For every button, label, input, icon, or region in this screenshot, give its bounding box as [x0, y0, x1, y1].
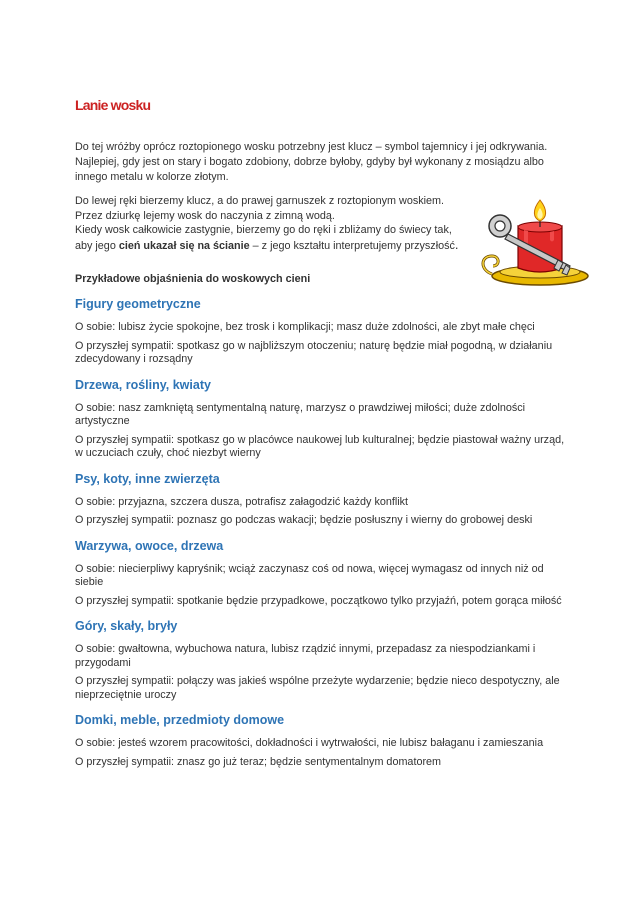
instructions-line: Przez dziurkę lejemy wosk do naczynia z zimną wodą. [75, 209, 335, 222]
partner-description: O przyszłej sympatii: poznasz go podczas wakacji; będzie posłuszny i wierny do grobowej deski [75, 514, 533, 526]
interpretation-section [75, 538, 565, 609]
partner-description: O przyszłej sympatii: znasz go już teraz; będzie sentymentalnym domatorem [75, 755, 442, 768]
self-description: O sobie: gwałtowna, wybuchowa natura, lubisz rządzić innymi, przepadasz za niespodziankami i przygodami [75, 643, 536, 669]
section-heading: Góry, skały, bryły [75, 619, 178, 633]
partner-description: O przyszłej sympatii: spotkasz go w najbliższym otoczeniu; naturę będzie miał pogodną, w działaniu zdecydowany i rozsądny [75, 339, 553, 365]
interpretation-section [75, 712, 565, 769]
instructions-text: – z jego kształtu interpretujemy przyszłość [249, 239, 455, 252]
section-heading: Domki, meble, przedmioty domowe [75, 713, 285, 727]
interpretations-list [75, 296, 565, 779]
candle-key-illustration [478, 196, 593, 291]
instructions-text: aby jego [75, 239, 119, 252]
self-description: O sobie: nasz zamkniętą sentymentalną naturę, marzysz o prawdziwej miłości; duże zdolności artystyczne [75, 401, 526, 427]
self-description: O sobie: niecierpliwy kapryśnik; wciąż zaczynasz coś od nowa, więcej wymagasz od innych niż od siebie [75, 562, 544, 588]
instructions-line: Kiedy wosk całkowicie zastygnie, bierzemy go do ręki i zbliżamy do świecy tak, [75, 224, 452, 236]
intro-paragraph: Do tej wróżby oprócz roztopionego wosku potrzebny jest klucz – symbol tajemnicy i jej odkrywania. Najlepiej, gdy jest on stary i bogato zdobiony, dobrze byłoby, gdyby był wykonany z mosiądzu albo innego metalu w kolorze złotym. [75, 141, 548, 183]
self-description: O sobie: przyjazna, szczera dusza, potrafisz załagodzić każdy konflikt [75, 495, 409, 508]
partner-description: O przyszłej sympatii: spotkanie będzie przypadkowe, początkowo tylko przyjaźń, potem gorąca miłość [75, 594, 562, 607]
instructions-emphasis: cień ukazał się na ścianie [118, 239, 250, 252]
examples-subheading: Przykładowe objaśnienia do woskowych cieni [75, 273, 311, 285]
instructions-line: Do lewej ręki bierzemy klucz, a do prawej garnuszek z roztopionym woskiem. [75, 195, 445, 207]
interpretation-section [75, 296, 565, 367]
section-heading: Figury geometryczne [75, 297, 201, 311]
section-heading: Warzywa, owoce, drzewa [75, 538, 224, 553]
instructions-line: aby jego cień ukazał się na ścianie – z jego kształtu interpretujemy przyszłość. [75, 236, 459, 252]
page-title: Lanie wosku [75, 97, 151, 113]
interpretation-section [75, 471, 565, 528]
interpretation-section [75, 618, 565, 702]
partner-description: O przyszłej sympatii: połączy was jakieś wspólne przeżyte wydarzenie; będzie nieco despotyczny, ale nieprzeciętnie uroczy [75, 675, 560, 701]
self-description: O sobie: jesteś wzorem pracowitości, dokładności i wytrwałości, nie lubisz bałaganu i zamieszania [75, 737, 544, 749]
instructions-paragraph [75, 194, 475, 253]
section-heading: Drzewa, rośliny, kwiaty [75, 377, 211, 392]
section-heading: Psy, koty, inne zwierzęta [75, 471, 220, 486]
partner-description: O przyszłej sympatii: spotkasz go w placówce naukowej lub kulturalnej; będzie piastował ważny urząd, w uczuciach czuły, choć niezbyt wierny [75, 433, 565, 459]
interpretation-section [75, 377, 565, 461]
self-description: O sobie: lubisz życie spokojne, bez trosk i komplikacji; masz duże zdolności, ale zbyt małe chęci [75, 321, 535, 333]
